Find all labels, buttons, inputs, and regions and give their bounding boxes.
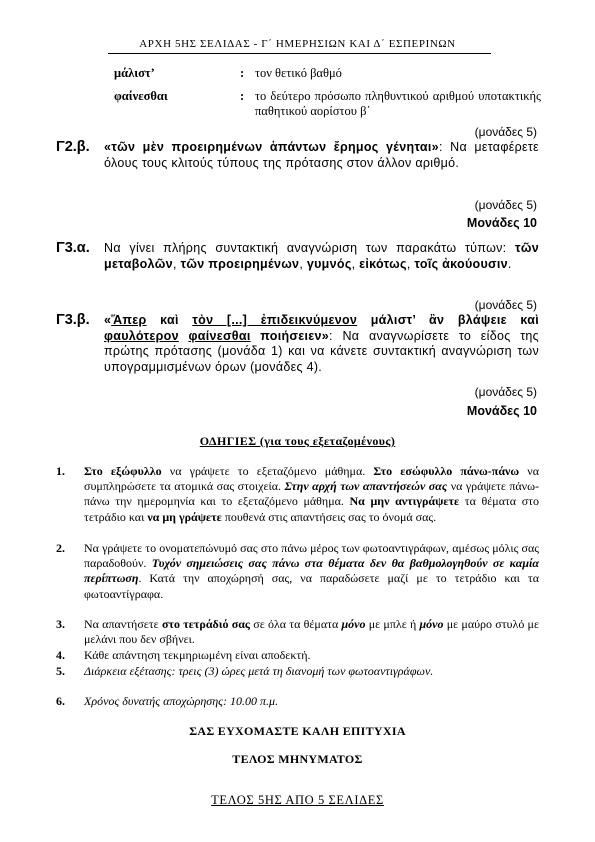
text: Να απαντήσετε <box>84 617 162 631</box>
text: Να γράψετε το ονοματεπώνυμό σας στο πάνω μέρος των φωτοαντιγράφων, αμέσως μόλις σας παραδοθούν. <box>84 541 539 571</box>
greek-phrase: «τῶν μὲν προειρημένων ἁπάντων ἔρημος γένηται» <box>104 140 439 154</box>
question-body: Να γίνει πλήρης συντακτική αναγνώριση των παρακάτω τύπων: <box>104 241 515 255</box>
wish-line: ΣΑΣ ΕΥΧΟΜΑΣΤΕ ΚΑΛΗ ΕΠΙΤΥΧΙΑ <box>189 724 406 738</box>
emphasis: Στο εσώφυλλο πάνω-πάνω <box>373 464 520 478</box>
greek-word: τῶν μεταβολῶν <box>104 241 539 271</box>
underlined-term: Ἅπερ <box>111 313 147 327</box>
instruction-number: 3. <box>56 617 65 631</box>
separator: , <box>172 256 181 271</box>
marks-label: (μονάδες 5) <box>474 298 537 312</box>
glossary-definition: το δεύτερο πρόσωπο πληθυντικού αριθμού υποτακτικής παθητικού αορίστου β΄ <box>255 89 541 118</box>
greek-word: γυμνός <box>306 256 352 271</box>
instructions-title: ΟΔΗΓΙΕΣ (για τους εξεταζομένους) <box>199 434 396 448</box>
glossary-term: μάλιστ’ <box>114 66 155 80</box>
marks-label: (μονάδες 5) <box>474 125 537 139</box>
quote-open: « <box>104 313 112 327</box>
greek-phrase: ποιήσειεν <box>250 328 322 343</box>
marks-label: (μονάδες 5) <box>474 385 537 399</box>
emphasis: Στην αρχή των απαντήσεών σας <box>284 479 448 494</box>
question-body: : Να αναγνωρίσετε το είδος της πρώτης πρότασης (μονάδα 1) και να κάνετε συντακτική αναγνώριση των υπογραμμισμένων όρων (μονάδες 4). <box>104 328 540 374</box>
question-text <box>104 241 539 272</box>
question-label: Γ3.β. <box>56 312 90 328</box>
question-text <box>104 313 539 375</box>
instruction-text: Χρόνος δυνατής αποχώρησης: 10.00 π.μ. <box>84 694 279 708</box>
text: να συμπληρώσετε τα ατομικά σας στοιχεία. <box>84 464 539 494</box>
marks-label: (μονάδες 5) <box>474 198 537 212</box>
question-label: Γ2.β. <box>56 139 90 155</box>
greek-phrase: καὶ <box>146 313 193 327</box>
glossary-colon: : <box>240 89 245 103</box>
text: πουθενά στις απαντήσεις σας το όνομά σας. <box>221 509 437 524</box>
separator: , <box>299 256 307 271</box>
emphasis: Τυχόν σημειώσεις σας πάνω στα θέματα δεν θα βαθμολογηθούν σε καμία περίπτωση <box>84 556 540 586</box>
instruction-number: 5. <box>56 664 65 678</box>
emphasis: στο τετράδιό σας <box>161 617 250 631</box>
text: με μπλε ή <box>365 617 420 631</box>
end-of-message: ΤΕΛΟΣ ΜΗΝΥΜΑΤΟΣ <box>232 752 363 766</box>
emphasis: μόνο <box>341 617 366 631</box>
instruction-number: 6. <box>56 694 65 708</box>
text: . Κατά την αποχώρησή σας, να παραδώσετε μαζί με το τετράδιο και τα φωτοαντίγραφα. <box>84 571 539 601</box>
glossary-definition: τον θετικό βαθμό <box>255 66 342 80</box>
emphasis: Να μην αντιγράψετε <box>349 494 460 509</box>
period: . <box>507 256 512 271</box>
text: να γράψετε το εξεταζόμενο μάθημα. <box>161 464 374 478</box>
greek-word: εἰκότως <box>359 256 407 271</box>
underlined-term: τὸν [...] ἐπιδεικνύμενον <box>192 313 358 327</box>
marks-total: Μονάδες 10 <box>466 216 537 230</box>
greek-word: τῶν προειρημένων <box>180 256 300 271</box>
text: τα θέματα στο τετράδιο και <box>84 494 539 524</box>
page-footer: ΤΕΛΟΣ 5ΗΣ ΑΠΟ 5 ΣΕΛΙΔΕΣ <box>211 793 384 807</box>
page-header: ΑΡΧΗ 5ΗΣ ΣΕΛΙΔΑΣ - Γ΄ ΗΜΕΡΗΣΙΩΝ ΚΑΙ Δ΄ ΕΣΠΕΡΙΝΩΝ <box>139 38 456 50</box>
underlined-term: φαίνεσθαι <box>188 328 251 343</box>
marks-total: Μονάδες 10 <box>466 404 537 418</box>
instruction-number: 1. <box>56 464 65 478</box>
quote-close: » <box>321 328 330 343</box>
greek-word: τοῖς ἀκούουσιν <box>414 256 508 271</box>
instruction-text: Κάθε απάντηση τεκμηριωμένη είναι αποδεκτή. <box>84 648 311 662</box>
instruction-number: 2. <box>56 541 65 555</box>
emphasis: να μη γράψετε <box>147 509 222 524</box>
instruction-text <box>84 541 539 602</box>
greek-phrase: μάλιστ’ ἂν βλάψειε καὶ <box>357 313 539 327</box>
glossary-colon: : <box>240 66 245 80</box>
header-rule <box>108 53 491 54</box>
question-label: Γ3.α. <box>56 240 90 256</box>
text: σε όλα τα θέματα <box>250 617 342 631</box>
separator: , <box>351 256 360 271</box>
emphasis: μόνο <box>419 617 444 631</box>
text: με μαύρο στυλό με μελάνι που δεν σβήνει. <box>84 617 540 647</box>
question-text <box>104 140 539 171</box>
text: να γράψετε πάνω-πάνω την ημερομηνία και το εξεταζόμενο μάθημα. <box>84 479 540 509</box>
instruction-text: Διάρκεια εξέτασης: τρεις (3) ώρες μετά τη διανομή των φωτοαντιγράφων. <box>84 664 434 678</box>
emphasis: Στο εξώφυλλο <box>84 464 162 478</box>
underlined-term: φαυλότερον <box>104 328 179 343</box>
separator: , <box>406 256 415 271</box>
instruction-text <box>84 617 539 647</box>
instruction-text <box>84 464 539 525</box>
question-body: : Να μεταφέρετε όλους τους κλιτούς τύπους της πρότασης στον άλλον αριθμό. <box>104 140 539 170</box>
glossary-term: φαίνεσθαι <box>114 89 168 103</box>
instruction-number: 4. <box>56 648 65 662</box>
